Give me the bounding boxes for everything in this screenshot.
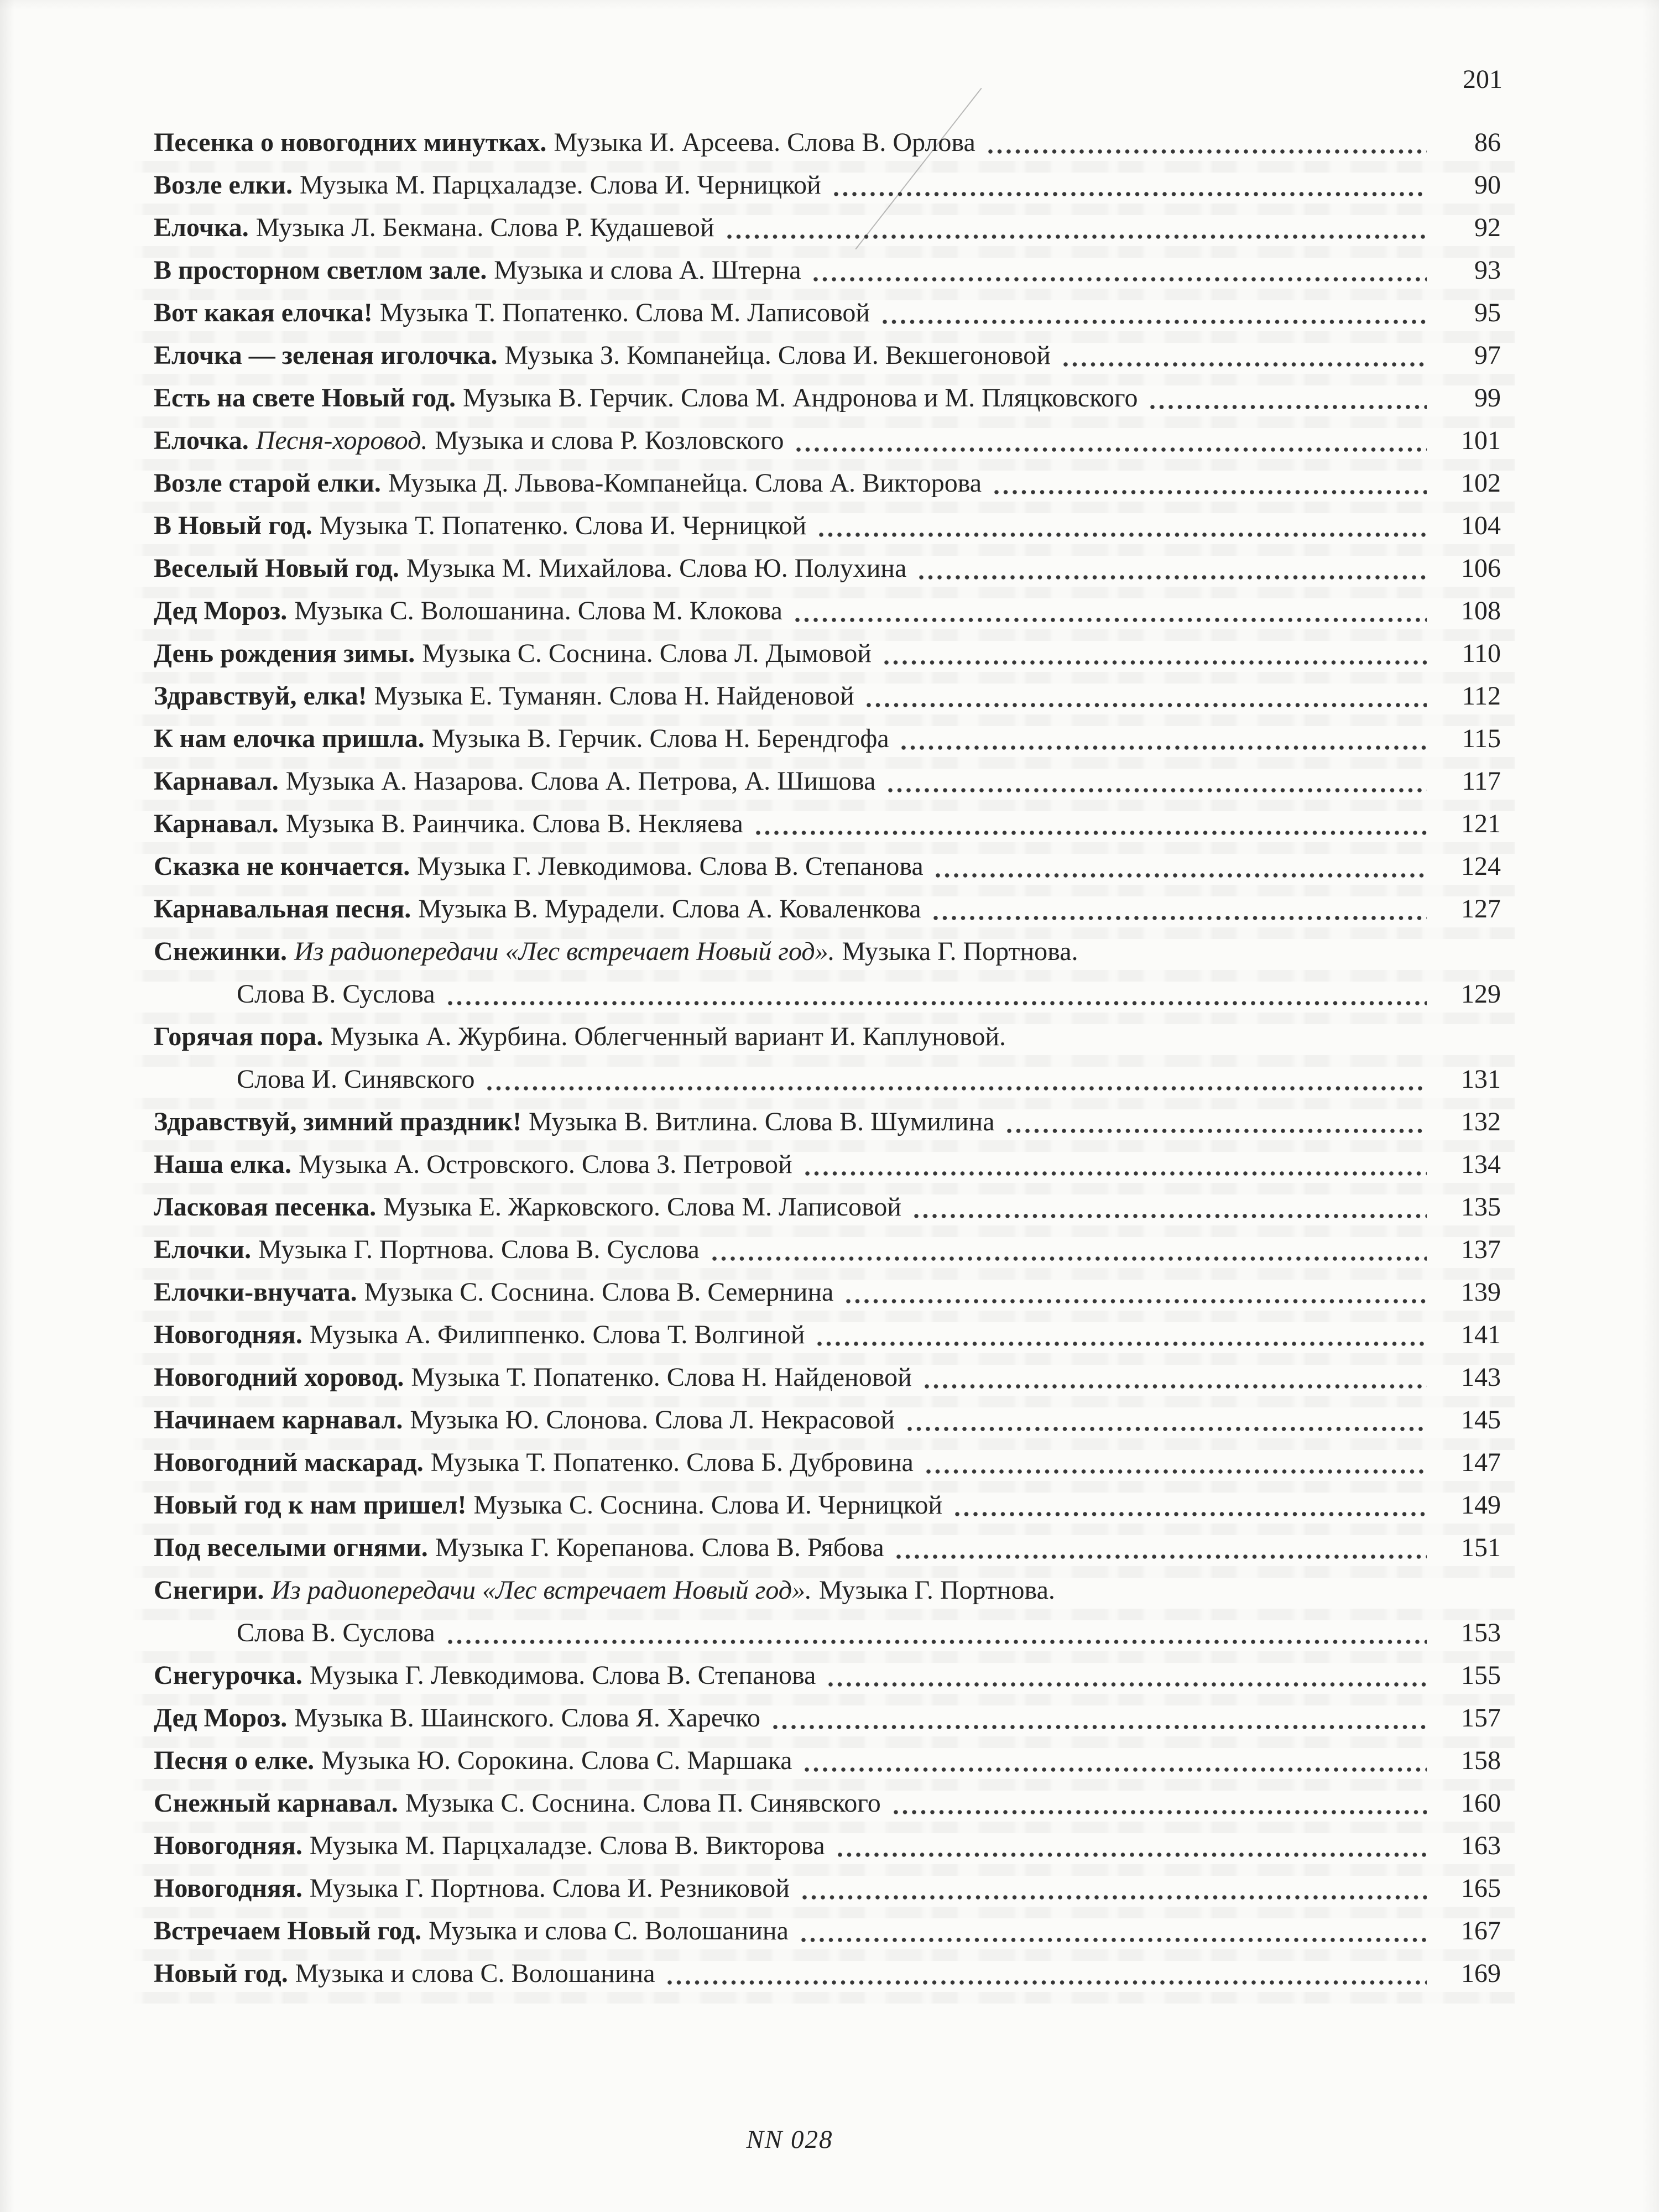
toc-entry: [154, 1228, 1501, 1271]
dot-leader: [882, 659, 1427, 666]
dot-leader: [836, 1851, 1427, 1858]
dot-leader: [485, 1085, 1427, 1092]
dot-leader: [953, 1511, 1427, 1517]
dot-leader: [794, 446, 1427, 453]
entry-title: Снегири.: [154, 1575, 264, 1605]
entry-title: Карнавальная песня.: [154, 894, 411, 924]
entry-authors: Музыка В. Мурадели. Слова А. Коваленкова: [418, 894, 921, 924]
entry-title: Горячая пора.: [154, 1022, 324, 1051]
entry-page: 145: [1461, 1405, 1501, 1434]
dot-leader: [815, 1340, 1427, 1347]
dot-leader: [886, 787, 1427, 794]
dot-leader: [811, 276, 1427, 283]
entry-page: 153: [1461, 1618, 1501, 1647]
dot-leader: [826, 1681, 1427, 1688]
entry-authors: Музыка и слова С. Волошанина: [429, 1916, 789, 1945]
dot-leader: [800, 1894, 1427, 1901]
entry-page: 101: [1461, 426, 1501, 455]
entry-authors: Музыка М. Парцхаладзе. Слова В. Викторова: [309, 1831, 825, 1860]
entry-title: Ласковая песенка.: [154, 1192, 377, 1222]
entry-authors: Музыка С. Соснина. Слова В. Семернина: [364, 1277, 834, 1307]
dot-leader: [754, 830, 1427, 836]
entry-title: Елочки-внучата.: [154, 1277, 357, 1307]
entry-page: 143: [1461, 1363, 1501, 1392]
entry-title: Елочка.: [154, 213, 249, 242]
toc-entry: [154, 1186, 1501, 1228]
toc-entry: [154, 249, 1501, 291]
entry-page: 112: [1462, 681, 1501, 711]
entry-title: В просторном светлом зале.: [154, 255, 487, 285]
toc-entry: [154, 334, 1501, 377]
toc-entry: [154, 802, 1501, 845]
entry-page: 137: [1461, 1235, 1501, 1264]
entry-title: Под веселыми огнями.: [154, 1533, 428, 1562]
entry-authors: Музыка В. Герчик. Слова М. Андронова и М. Пляцковского: [463, 383, 1138, 413]
toc-entry-continuation: [154, 973, 1501, 1015]
entry-page: 92: [1474, 213, 1501, 242]
entry-title: Елочка — зеленая иголочка.: [154, 341, 498, 370]
entry-authors: Музыка Г. Портнова. Слова И. Резниковой: [309, 1874, 790, 1903]
entry-page: 97: [1474, 341, 1501, 370]
dot-leader: [802, 1766, 1427, 1773]
dot-leader: [992, 489, 1427, 495]
toc-entry: [154, 589, 1501, 632]
dot-leader: [1148, 404, 1427, 410]
entry-title: Сказка не кончается.: [154, 852, 410, 881]
footer-code: NN 028: [746, 2125, 833, 2154]
dot-leader: [905, 1426, 1427, 1432]
entry-authors: Музыка С. Соснина. Слова П. Синявского: [405, 1788, 881, 1818]
entry-authors: Музыка Т. Попатенко. Слова Н. Найденовой: [411, 1363, 912, 1392]
entry-authors: Музыка Ю. Сорокина. Слова С. Маршака: [321, 1746, 792, 1775]
entry-authors: Музыка Е. Жарковского. Слова М. Лаписовой: [383, 1192, 901, 1222]
toc-entry: [154, 291, 1501, 334]
toc-entry: [154, 845, 1501, 888]
entry-authors: Музыка В. Герчик. Слова Н. Берендгофа: [431, 724, 889, 753]
entry-title: Снежинки.: [154, 937, 288, 966]
toc-entry: [154, 1441, 1501, 1484]
entry-authors: Музыка В. Раинчика. Слова В. Некляева: [285, 809, 743, 838]
entry-title: К нам елочка пришла.: [154, 724, 425, 753]
toc-entry: [154, 419, 1501, 462]
dot-leader: [1005, 1128, 1427, 1134]
entry-title: Есть на свете Новый год.: [154, 383, 456, 413]
entry-title: Новогодняя.: [154, 1874, 302, 1903]
entry-authors: Музыка В. Шаинского. Слова Я. Харечко: [294, 1703, 760, 1733]
entry-authors: Музыка и слова А. Штерна: [494, 255, 801, 285]
toc-entry-continuation: [154, 1611, 1501, 1654]
entry-title: Карнавал.: [154, 809, 279, 838]
toc-entry: [154, 121, 1501, 164]
toc-entry: [154, 547, 1501, 589]
entry-authors: Музыка А. Островского. Слова З. Петровой: [298, 1150, 792, 1179]
toc-entry: [154, 377, 1501, 419]
entry-page: 121: [1461, 809, 1501, 838]
toc-entry: [154, 1867, 1501, 1910]
toc-entry: [154, 1100, 1501, 1143]
entry-authors: Музыка Л. Бекмана. Слова Р. Кудашевой: [255, 213, 714, 242]
entry-authors: Музыка Е. Туманян. Слова Н. Найденовой: [374, 681, 854, 711]
toc-entry: [154, 1143, 1501, 1186]
entry-title: Карнавал.: [154, 766, 279, 796]
entry-subtitle: Из радиопередачи «Лес встречает Новый год».: [271, 1575, 812, 1605]
entry-subtitle: Песня-хоровод.: [255, 426, 428, 455]
toc-entry: [154, 1654, 1501, 1697]
dot-leader: [880, 319, 1427, 325]
dot-leader: [832, 191, 1427, 197]
entry-authors: Музыка Г. Портнова.: [818, 1575, 1055, 1605]
entry-page: 127: [1461, 894, 1501, 924]
toc-entry: [154, 504, 1501, 547]
entry-page: 160: [1461, 1788, 1501, 1818]
dot-leader: [894, 1553, 1427, 1560]
entry-page: 106: [1461, 554, 1501, 583]
entry-title: Возле елки.: [154, 170, 293, 200]
dot-leader: [799, 1937, 1427, 1943]
entry-title: В Новый год.: [154, 511, 312, 540]
toc-entry-continuation: [154, 1058, 1501, 1100]
entry-title: Новогодняя.: [154, 1831, 302, 1860]
entry-page: 139: [1461, 1277, 1501, 1307]
entry-authors: Музыка А. Журбина. Облегченный вариант И. Каплуновой.: [330, 1022, 1006, 1051]
entry-page: 90: [1474, 170, 1501, 200]
entry-title: Вот какая елочка!: [154, 298, 373, 327]
dot-leader: [986, 148, 1427, 155]
toc-entry: [154, 462, 1501, 504]
dot-leader: [933, 872, 1427, 879]
entry-title: Снегурочка.: [154, 1661, 302, 1690]
entry-authors: Музыка В. Витлина. Слова В. Шумилина: [529, 1107, 995, 1136]
entry-authors: Музыка Г. Портнова. Слова В. Суслова: [258, 1235, 700, 1264]
toc-entry: [154, 1271, 1501, 1313]
entry-page: 134: [1461, 1150, 1501, 1179]
entry-title: Новогодний маскарад.: [154, 1448, 424, 1477]
toc-entry: [154, 632, 1501, 675]
entry-authors: Музыка Ю. Слонова. Слова Л. Некрасовой: [410, 1405, 895, 1434]
entry-authors: Музыка И. Арсеева. Слова В. Орлова: [554, 128, 975, 157]
toc-entry: [154, 760, 1501, 802]
entry-title: Новогодняя.: [154, 1320, 302, 1349]
toc-entry: [154, 675, 1501, 717]
entry-page: 151: [1461, 1533, 1501, 1562]
entry-title: Песня о елке.: [154, 1746, 315, 1775]
entry-page: 124: [1461, 852, 1501, 881]
toc-entry: [154, 1399, 1501, 1441]
entry-page: 135: [1461, 1192, 1501, 1222]
toc-entry: [154, 1739, 1501, 1782]
entry-authors: Музыка Г. Портнова.: [842, 937, 1078, 966]
entry-authors: Музыка С. Соснина. Слова И. Черницкой: [473, 1490, 942, 1520]
entry-page: 157: [1461, 1703, 1501, 1733]
entry-title: Новогодний хоровод.: [154, 1363, 404, 1392]
entry-page: 167: [1461, 1916, 1501, 1945]
entry-authors: Музыка и слова Р. Козловского: [435, 426, 784, 455]
dot-leader: [446, 1639, 1427, 1645]
entry-page: 110: [1462, 639, 1501, 668]
toc-entry: [154, 1313, 1501, 1356]
entry-authors: Музыка Т. Попатенко. Слова М. Лаписовой: [379, 298, 870, 327]
entry-page: 149: [1461, 1490, 1501, 1520]
entry-page: 115: [1462, 724, 1501, 753]
entry-page: 93: [1474, 255, 1501, 285]
entry-page: 163: [1461, 1831, 1501, 1860]
entry-page: 141: [1461, 1320, 1501, 1349]
toc-entry: [154, 1569, 1501, 1611]
dot-leader: [899, 744, 1427, 751]
toc-entry: [154, 1015, 1501, 1058]
toc-entry: [154, 1952, 1501, 1995]
dot-leader: [710, 1255, 1427, 1262]
dot-leader: [931, 915, 1427, 921]
entry-page: 165: [1461, 1874, 1501, 1903]
entry-page: 117: [1462, 766, 1501, 796]
entry-title: День рождения зимы.: [154, 639, 415, 668]
entry-authors: Музыка А. Филиппенко. Слова Т. Волгиной: [309, 1320, 805, 1349]
entry-page: 132: [1461, 1107, 1501, 1136]
entry-page: 104: [1461, 511, 1501, 540]
entry-page: 155: [1461, 1661, 1501, 1690]
toc-entry: [154, 1824, 1501, 1867]
entry-page: 99: [1474, 383, 1501, 413]
entry-authors: Музыка Г. Левкодимова. Слова В. Степанова: [309, 1661, 816, 1690]
entry-page: 131: [1461, 1065, 1501, 1094]
dot-leader: [844, 1298, 1427, 1305]
entry-title: Встречаем Новый год.: [154, 1916, 422, 1945]
entry-authors: Музыка Т. Попатенко. Слова И. Черницкой: [319, 511, 807, 540]
entry-title: Начинаем карнавал.: [154, 1405, 403, 1434]
dot-leader: [912, 1213, 1427, 1219]
entry-continuation-text: Слова И. Синявского: [237, 1065, 475, 1094]
table-of-contents: [154, 121, 1501, 1995]
entry-authors: Музыка Т. Попатенко. Слова Б. Дубровина: [430, 1448, 914, 1477]
toc-entry: [154, 1782, 1501, 1824]
entry-page: 102: [1461, 468, 1501, 498]
entry-authors: Музыка Г. Корепанова. Слова В. Рябова: [435, 1533, 884, 1562]
entry-authors: Музыка и слова С. Волошанина: [295, 1959, 655, 1988]
entry-authors: Музыка С. Волошанина. Слова М. Клокова: [294, 596, 782, 625]
entry-page: 86: [1474, 128, 1501, 157]
entry-authors: Музыка З. Компанейца. Слова И. Векшегоновой: [504, 341, 1051, 370]
entry-title: Песенка о новогодних минутках.: [154, 128, 547, 157]
entry-title: Здравствуй, елка!: [154, 681, 367, 711]
dot-leader: [793, 617, 1427, 623]
dot-leader: [917, 574, 1427, 581]
toc-entry: [154, 164, 1501, 206]
entry-title: Снежный карнавал.: [154, 1788, 398, 1818]
entry-title: Веселый Новый год.: [154, 554, 399, 583]
dot-leader: [771, 1724, 1427, 1730]
toc-entry: [154, 717, 1501, 760]
dot-leader: [446, 1000, 1427, 1006]
toc-entry: [154, 1697, 1501, 1739]
toc-entry: [154, 888, 1501, 930]
page-number: 201: [1463, 65, 1503, 94]
entry-title: Дед Мороз.: [154, 596, 288, 625]
toc-entry: [154, 1526, 1501, 1569]
entry-page: 95: [1474, 298, 1501, 327]
dot-leader: [924, 1468, 1427, 1475]
entry-authors: Музыка М. Парцхаладзе. Слова И. Черницкой: [300, 170, 821, 200]
entry-continuation-text: Слова В. Суслова: [237, 1618, 435, 1647]
entry-title: Дед Мороз.: [154, 1703, 288, 1733]
dot-leader: [864, 702, 1427, 708]
entry-authors: Музыка Д. Львова-Компанейца. Слова А. Викторова: [388, 468, 982, 498]
entry-page: 158: [1461, 1746, 1501, 1775]
toc-entry: [154, 1356, 1501, 1399]
entry-subtitle: Из радиопередачи «Лес встречает Новый год».: [294, 937, 835, 966]
dot-leader: [725, 233, 1427, 240]
dot-leader: [891, 1809, 1427, 1815]
entry-title: Здравствуй, зимний праздник!: [154, 1107, 522, 1136]
entry-title: Возле старой елки.: [154, 468, 381, 498]
entry-continuation-text: Слова В. Суслова: [237, 979, 435, 1009]
entry-page: 169: [1461, 1959, 1501, 1988]
entry-title: Новый год к нам пришел!: [154, 1490, 467, 1520]
toc-entry: [154, 1484, 1501, 1526]
entry-title: Елочки.: [154, 1235, 252, 1264]
dot-leader: [803, 1170, 1427, 1177]
entry-title: Новый год.: [154, 1959, 288, 1988]
dot-leader: [922, 1383, 1427, 1390]
toc-entry: [154, 1910, 1501, 1952]
entry-title: Наша елка.: [154, 1150, 292, 1179]
toc-entry: [154, 206, 1501, 249]
dot-leader: [817, 531, 1427, 538]
entry-authors: Музыка С. Соснина. Слова Л. Дымовой: [422, 639, 872, 668]
entry-authors: Музыка М. Михайлова. Слова Ю. Полухина: [406, 554, 907, 583]
entry-page: 108: [1461, 596, 1501, 625]
dot-leader: [665, 1979, 1427, 1986]
dot-leader: [1061, 361, 1427, 368]
toc-entry: [154, 930, 1501, 973]
entry-title: Елочка.: [154, 426, 249, 455]
entry-page: 147: [1461, 1448, 1501, 1477]
entry-page: 129: [1461, 979, 1501, 1009]
entry-authors: Музыка А. Назарова. Слова А. Петрова, А. Шишова: [285, 766, 876, 796]
entry-authors: Музыка Г. Левкодимова. Слова В. Степанова: [417, 852, 924, 881]
